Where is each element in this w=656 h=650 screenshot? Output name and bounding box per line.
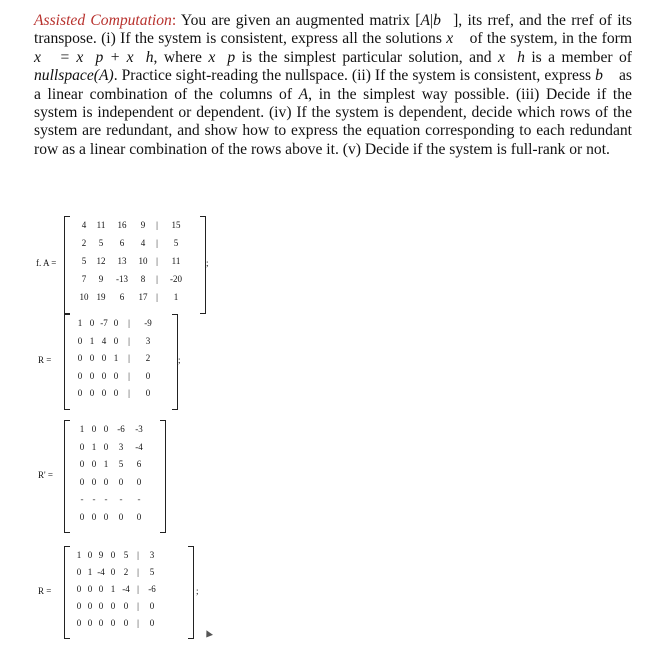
matrix-entry: 3 (149, 550, 155, 560)
augment-divider: | (128, 318, 130, 328)
matrix-entry: 1 (79, 424, 85, 434)
problem-title-colon: : (171, 12, 177, 29)
matrix-entry: 0 (98, 601, 104, 611)
matrix-entry: 1 (91, 441, 97, 452)
matrix-entry: 0 (101, 353, 107, 363)
matrix-semicolon: ; (196, 585, 199, 596)
matrix-entry: 0 (103, 511, 109, 522)
vector-symbol: b⃗ (433, 12, 454, 29)
matrix-symbol: A (298, 85, 309, 103)
matrix-entry: 0 (101, 370, 107, 381)
problem-statement (34, 12, 632, 159)
matrix-entry: -4 (122, 584, 130, 594)
matrix-entry: 6 (136, 459, 142, 469)
augment-divider: | (156, 256, 158, 266)
matrix-left-bracket (64, 420, 70, 533)
matrix-entry: 0 (89, 370, 95, 381)
augment-divider: | (137, 567, 139, 577)
matrix-entry: -3 (135, 424, 143, 434)
matrix-entry: 4 (81, 220, 87, 230)
matrix-symbol: A (420, 12, 431, 29)
matrix-entry: 0 (103, 441, 109, 452)
matrix-right-bracket (188, 546, 194, 639)
text-segment: . Practice sight-reading the nullspace. (ii) If the system is consistent, express (113, 67, 596, 85)
matrix-entry: 0 (91, 476, 97, 487)
matrix-entry: 0 (79, 441, 85, 452)
matrix-entry: 13 (117, 256, 127, 266)
matrix-entry: 16 (117, 220, 127, 230)
matrix-separator: - (80, 494, 84, 504)
matrix-entry: 7 (81, 274, 87, 284)
augment-divider: | (137, 584, 139, 594)
matrix-entry: 5 (173, 238, 179, 248)
matrix-entry: 0 (118, 476, 124, 487)
matrix-entry: -6 (148, 584, 156, 594)
matrix-entry: 4 (140, 238, 146, 248)
matrix-entry: 0 (79, 511, 85, 522)
matrix-entry: 0 (98, 618, 104, 628)
matrix-entry: -9 (144, 318, 152, 328)
matrix-entry: 0 (77, 335, 83, 346)
augment-divider: | (128, 388, 130, 398)
matrix-entry: 10 (79, 292, 89, 302)
matrix-entry: 0 (113, 318, 119, 328)
matrix-entry: 1 (77, 318, 83, 328)
matrix-entry: 0 (123, 618, 129, 628)
matrix-entry: 0 (89, 353, 95, 363)
solution-form: x⃗ = x⃗p + x⃗h (34, 48, 154, 66)
matrix-entry: 0 (145, 388, 151, 398)
matrix-entry: 0 (87, 601, 93, 611)
matrix-entry: 0 (87, 618, 93, 628)
cursor-arrow-icon (203, 630, 213, 640)
problem-title: Assisted Computation (34, 12, 172, 29)
matrix-entry: 5 (118, 459, 124, 469)
matrix-semicolon: ; (206, 258, 209, 268)
matrix-entry: 0 (123, 601, 129, 611)
augment-divider: | (128, 335, 130, 346)
matrix-entry: 1 (76, 550, 82, 560)
matrix-separator: - (92, 494, 96, 504)
matrix-entry: 0 (77, 388, 83, 398)
matrix-label: R' = (38, 469, 53, 480)
matrix-entry: 3 (145, 335, 151, 346)
text-segment: ], its rref, and the rref of its transpose. (i) If the system is consistent, express all the solutions (34, 12, 632, 48)
augment-divider: | (156, 292, 158, 302)
matrix-entry: 2 (81, 238, 87, 248)
matrix-right-bracket (160, 420, 166, 533)
matrix-entry: 15 (171, 220, 181, 230)
matrix-entry: 0 (89, 388, 95, 398)
vector-symbol: x⃗p (208, 48, 236, 66)
matrix-entry: 0 (110, 567, 116, 577)
matrix-entry: 1 (89, 335, 95, 346)
augment-divider: | (128, 353, 130, 363)
matrix-entry: 10 (138, 256, 148, 266)
matrix-entry: 0 (145, 370, 151, 381)
matrix-entry: 0 (91, 459, 97, 469)
matrix-entry: 1 (173, 292, 179, 302)
matrix-entry: 0 (91, 511, 97, 522)
matrix-entry: 0 (77, 370, 83, 381)
matrix-label: R = (38, 585, 52, 596)
text-segment: is the simplest particular solution, and (235, 48, 499, 66)
matrix-entry: 0 (113, 388, 119, 398)
matrix-entry: 2 (123, 567, 129, 577)
augment-divider: | (137, 550, 139, 560)
matrix-entry: 0 (101, 388, 107, 398)
matrix-entry: 0 (113, 370, 119, 381)
matrix-entry: 3 (118, 441, 124, 452)
matrix-entry: 0 (98, 584, 104, 594)
text-segment: is a member of (524, 48, 632, 66)
matrix-entry: 5 (98, 238, 104, 248)
matrix-entry: -4 (97, 567, 105, 577)
matrix-entry: 0 (149, 618, 155, 628)
matrix-label: R = (38, 354, 52, 365)
matrix-entry: 17 (138, 292, 148, 302)
matrix-entry: 6 (119, 238, 125, 248)
augment-divider: | (156, 238, 158, 248)
augment-bar: | (430, 12, 434, 29)
text-segment: as a linear combination of the columns of (34, 67, 632, 103)
matrix-entry: 0 (110, 550, 116, 560)
matrix-entry: 9 (98, 550, 104, 560)
augment-divider: | (156, 274, 158, 284)
matrix-entry: 0 (113, 335, 119, 346)
matrix-entry: 12 (96, 256, 106, 266)
matrix-semicolon: ; (178, 354, 181, 365)
matrix-entry: 5 (81, 256, 87, 266)
matrix-entry: 1 (110, 584, 116, 594)
matrix-entry: 19 (96, 292, 106, 302)
matrix-separator: - (137, 494, 141, 504)
matrix-entry: 11 (96, 220, 106, 230)
matrix-entry: 0 (79, 476, 85, 487)
matrix-entry: 6 (119, 292, 125, 302)
text-segment: , where (153, 48, 209, 66)
matrix-left-bracket (64, 216, 70, 314)
matrix-entry: 11 (171, 256, 181, 266)
text-segment: , in the simplest way possible. (iii) Decide if the system is independent or dependent. (iv) If the system is dependent, decide which rows of the system are redundant, and show how to express the equation corresponding to each redundant row as a linear combination of the rows above it. (v) Decide if the system is full-rank or not. (34, 85, 632, 158)
matrix-entry: 0 (87, 550, 93, 560)
matrix-entry: 8 (140, 274, 146, 284)
matrix-entry: 0 (76, 618, 82, 628)
matrix-entry: 9 (140, 220, 146, 230)
matrix-entry: -13 (116, 274, 128, 284)
matrix-entry: -4 (135, 441, 143, 452)
matrix-entry: 0 (77, 353, 83, 363)
vector-symbol: x⃗ (446, 30, 466, 48)
matrix-entry: 0 (103, 476, 109, 487)
matrix-entry: 9 (98, 274, 104, 284)
matrix-entry: 0 (79, 459, 85, 469)
matrix-entry: 5 (149, 567, 155, 577)
matrix-entry: 0 (110, 618, 116, 628)
matrix-entry: 0 (136, 511, 142, 522)
matrix-entry: 1 (113, 353, 119, 363)
matrix-entry: 0 (76, 567, 82, 577)
matrix-entry: 0 (87, 584, 93, 594)
matrix-entry: 1 (87, 567, 93, 577)
matrix-entry: -20 (170, 274, 182, 284)
matrix-entry: -6 (117, 424, 125, 434)
matrix-entry: 0 (76, 584, 82, 594)
augment-divider: | (156, 220, 158, 230)
matrix-entry: 0 (76, 601, 82, 611)
matrix-separator: - (104, 494, 108, 504)
text-segment: You are given an augmented matrix [ (176, 12, 421, 29)
matrix-entry: 1 (103, 459, 109, 469)
matrix-entry: 2 (145, 353, 151, 363)
augment-divider: | (128, 370, 130, 381)
augment-divider: | (137, 601, 139, 611)
matrix-entry: 0 (136, 476, 142, 487)
matrix-entry: -7 (100, 318, 108, 328)
matrix-entry: 0 (91, 424, 97, 434)
matrix-entry: 4 (101, 335, 107, 346)
matrix-entry: 0 (118, 511, 124, 522)
matrix-separator: - (119, 494, 123, 504)
matrix-entry: 0 (89, 318, 95, 328)
matrix-entry: 0 (110, 601, 116, 611)
matrix-entry: 5 (123, 550, 129, 560)
augment-divider: | (137, 618, 139, 628)
text-segment: of the system, in the form (465, 30, 632, 48)
vector-symbol: x⃗h (498, 48, 525, 66)
matrix-entry: 0 (149, 601, 155, 611)
nullspace-term: nullspace(A) (34, 67, 114, 85)
matrix-entry: 0 (103, 424, 109, 434)
vector-symbol: b⃗ (595, 67, 616, 85)
matrix-label: f. A = (36, 258, 57, 268)
